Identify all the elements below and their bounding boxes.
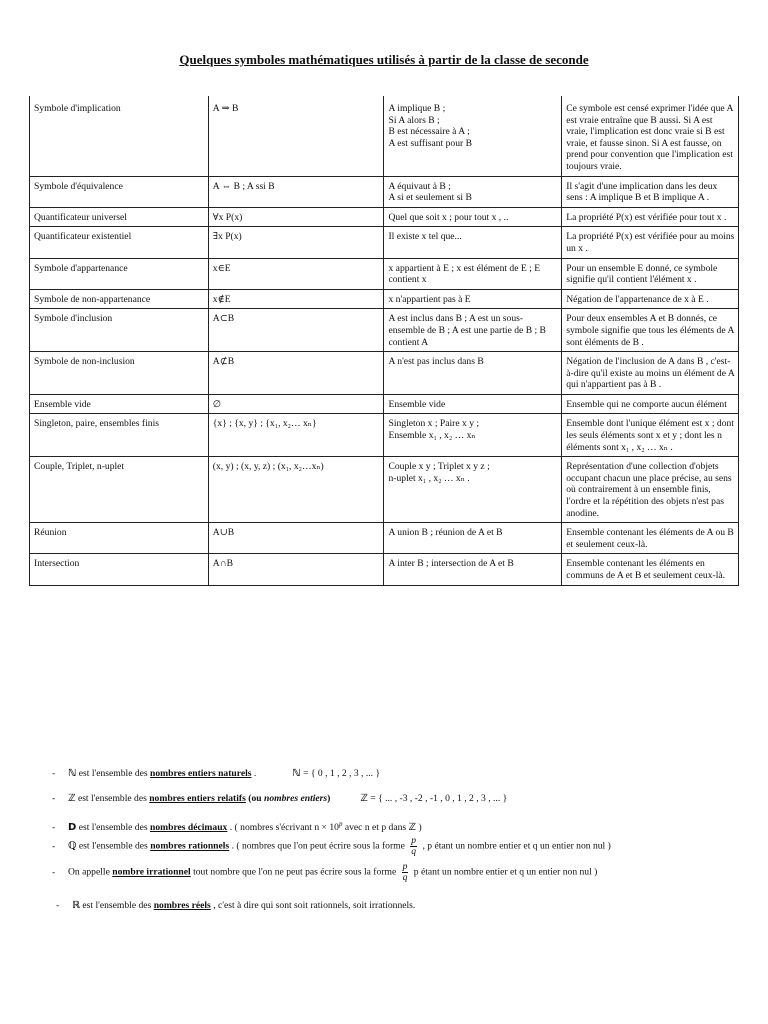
symbol-notation-cell: ∃x P(x) <box>208 227 384 258</box>
symbol-name-cell: Symbole d'appartenance <box>30 258 209 289</box>
note-text: est l'ensemble des <box>80 900 154 911</box>
note-text: est l'ensemble des <box>76 840 151 852</box>
page-title: Quelques symboles mathématiques utilisés à partir de la classe de seconde <box>179 52 589 67</box>
set-symbol: D <box>68 822 77 834</box>
symbol-meaning-cell: La propriété P(x) est vérifiée pour au moins un x . <box>562 227 739 258</box>
note-text: tout nombre que l'on ne peut pas écrire sous la forme <box>190 866 399 878</box>
symbol-name-cell: Symbole d'équivalence <box>30 176 209 207</box>
note-naturals <box>52 768 380 779</box>
symbol-notation-cell: A ⇔ B ; A ssi B <box>208 176 384 207</box>
note-integers <box>52 793 507 804</box>
symbol-name-cell: Quantificateur universel <box>30 207 209 227</box>
symbol-name-cell: Intersection <box>30 554 209 585</box>
exponent: p <box>338 820 343 828</box>
note-text: . <box>251 768 257 779</box>
symbol-name-cell: Symbole de non-appartenance <box>30 289 209 309</box>
symbol-reading-cell: A inter B ; intersection de A et B <box>384 554 562 585</box>
symbol-reading-cell: Ensemble vide <box>384 394 562 414</box>
set-symbol: ℤ <box>408 822 417 834</box>
note-term: nombres entiers relatifs <box>149 793 246 804</box>
symbol-meaning-cell: Pour deux ensembles A et B donnés, ce symbole signifie que tous les éléments de A sont éléments de B . <box>562 309 739 352</box>
symbol-name-cell: Quantificateur existentiel <box>30 227 209 258</box>
symbol-meaning-cell: Ensemble dont l'unique élément est x ; dont les seuls éléments sont x et y ; dont les n éléments sont x₁ , x₂ … xₙ . <box>562 414 739 457</box>
note-term: nombres réels <box>153 900 211 911</box>
symbol-reading-cell: x n'appartient pas à E <box>384 289 562 309</box>
bullet-dash: - <box>52 866 56 878</box>
note-text: , c'est à dire qui sont soit rationnels, soit irrationnels. <box>210 900 416 911</box>
symbol-notation-cell: x∉E <box>208 289 384 309</box>
symbol-notation-cell: A⊄B <box>208 352 384 395</box>
symbol-reading-cell: Il existe x tel que... <box>384 227 562 258</box>
symbol-name-cell: Couple, Triplet, n-uplet <box>30 457 209 523</box>
symbol-notation-cell: {x} ; {x, y} ; {x₁, x₂… xₙ} <box>208 414 384 457</box>
symbol-name-cell: Symbole d'inclusion <box>30 309 209 352</box>
table-row <box>30 289 739 309</box>
bullet-dash: - <box>52 768 56 779</box>
symbol-meaning-cell: Pour un ensemble E donné, ce symbole signifie qu'il contient l'élément x . <box>562 258 739 289</box>
symbols-table <box>29 96 739 586</box>
note-text: , p étant un nombre entier et q un entier non nul ) <box>420 840 611 852</box>
note-text: est l'ensemble des <box>76 822 150 834</box>
table-row <box>30 394 739 414</box>
note-text: ) <box>416 822 422 834</box>
symbol-reading-cell: A est inclus dans B ; A est un sous-ensemble de B ; A est une partie de B ; B contient A <box>384 309 562 352</box>
symbol-name-cell: Singleton, paire, ensembles finis <box>30 414 209 457</box>
symbol-reading-cell: A n'est pas inclus dans B <box>384 352 562 395</box>
set-symbol: ℕ <box>68 768 77 779</box>
note-text: On appelle <box>68 866 113 878</box>
symbol-reading-cell: A implique B ; Si A alors B ; B est nécessaire à A ; A est suffisant pour B <box>384 96 562 176</box>
bullet-dash: - <box>56 900 60 911</box>
symbol-reading-cell: A équivaut à B ; A si et seulement si B <box>384 176 562 207</box>
symbol-meaning-cell: Ensemble contenant les éléments de A ou B et seulement ceux-là. <box>562 523 739 554</box>
symbol-meaning-cell: Ce symbole est censé exprimer l'idée que A est vraie entraîne que B aussi. Si A est vraie, l'implication est donc vraie si B est vraie, et fausse sinon. Si A est fausse, on prend pour convention que l'implication est toujours vraie. <box>562 96 739 176</box>
bullet-dash: - <box>52 822 56 834</box>
note-text: est l'ensemble des <box>76 768 151 779</box>
table-row <box>30 176 739 207</box>
symbol-meaning-cell: Négation de l'appartenance de x à E . <box>562 289 739 309</box>
symbol-notation-cell: A∩B <box>208 554 384 585</box>
set-symbol: ℝ <box>72 900 81 911</box>
table-row <box>30 258 739 289</box>
symbol-name-cell: Ensemble vide <box>30 394 209 414</box>
note-irrationals <box>52 862 597 883</box>
set-symbol: ℤ <box>68 793 76 804</box>
table-row <box>30 523 739 554</box>
note-term: nombres entiers naturels <box>150 768 252 779</box>
symbol-notation-cell: A ⇒ B <box>208 96 384 176</box>
fraction-p-over-q: $\frac{p}{q}$ <box>411 835 417 857</box>
symbol-meaning-cell: Négation de l'inclusion de A dans B , c'est-à-dire qu'il existe au moins un élément de A qui n'appartient pas à B . <box>562 352 739 395</box>
bullet-dash: - <box>52 793 56 804</box>
symbol-reading-cell: Quel que soit x ; pour tout x , .. <box>384 207 562 227</box>
note-term: nombres décimaux <box>149 822 228 834</box>
table-row <box>30 309 739 352</box>
symbol-meaning-cell: Ensemble contenant les éléments en communs de A et B et seulement ceux-là. <box>562 554 739 585</box>
table-row <box>30 207 739 227</box>
note-term: nombre irrationnel <box>112 866 191 878</box>
note-reals <box>56 900 415 911</box>
note-text: p étant un nombre entier et q un entier non nul ) <box>411 866 598 878</box>
symbol-reading-cell: Couple x y ; Triplet x y z ; n-uplet x₁ , x₂ … xₙ . <box>384 457 562 523</box>
table-row <box>30 457 739 523</box>
table-row <box>30 352 739 395</box>
symbol-meaning-cell: Il s'agit d'une implication dans les deux sens : A implique B et B implique A . <box>562 176 739 207</box>
symbol-notation-cell: ∅ <box>208 394 384 414</box>
set-symbol: ℚ <box>68 840 77 852</box>
note-decimals <box>52 820 422 833</box>
table-row <box>30 227 739 258</box>
fraction-p-over-q: $\frac{p}{q}$ <box>402 861 408 883</box>
symbol-reading-cell: A union B ; réunion de A et B <box>384 523 562 554</box>
symbol-meaning-cell: La propriété P(x) est vérifiée pour tout x . <box>562 207 739 227</box>
symbol-name-cell: Réunion <box>30 523 209 554</box>
symbol-reading-cell: Singleton x ; Paire x y ; Ensemble x₁ , x₂ … xₙ <box>384 414 562 457</box>
symbol-name-cell: Symbole de non-inclusion <box>30 352 209 395</box>
note-text: (ou <box>245 793 264 804</box>
table-row <box>30 554 739 585</box>
note-text: ) <box>327 793 331 804</box>
table-row <box>30 96 739 176</box>
bullet-dash: - <box>52 840 56 852</box>
note-rationals <box>52 836 611 857</box>
symbol-notation-cell: x∈E <box>208 258 384 289</box>
table-row <box>30 414 739 457</box>
note-text: . ( nombres s'écrivant n × 10 <box>227 822 339 834</box>
set-definition: = { 0 , 1 , 2 , 3 , ... } <box>300 768 381 779</box>
symbol-reading-cell: x appartient à E ; x est élément de E ; E contient x <box>384 258 562 289</box>
symbol-notation-cell: ∀x P(x) <box>208 207 384 227</box>
symbol-meaning-cell: Représentation d'une collection d'objets occupant chacun une place précise, au sens où contrairement à un ensemble finis, l'ordre et la répétition des objets n'est pas anodine. <box>562 457 739 523</box>
set-symbol: ℤ <box>360 793 368 804</box>
note-term: nombres entiers <box>263 793 328 804</box>
note-text: . ( nombres que l'on peut écrire sous la forme <box>229 840 408 852</box>
set-definition: = { ... , -3 , -2 , -1 , 0 , 1 , 2 , 3 , ... } <box>367 793 508 804</box>
symbol-notation-cell: A⊂B <box>208 309 384 352</box>
note-term: nombres rationnels <box>150 840 230 852</box>
note-text: avec n et p dans <box>342 822 409 834</box>
symbol-meaning-cell: Ensemble qui ne comporte aucun élément <box>562 394 739 414</box>
symbol-notation-cell: A∪B <box>208 523 384 554</box>
symbol-name-cell: Symbole d'implication <box>30 96 209 176</box>
note-text: est l'ensemble des <box>75 793 150 804</box>
symbol-notation-cell: (x, y) ; (x, y, z) ; (x₁, x₂…xₙ) <box>208 457 384 523</box>
set-symbol: ℕ <box>292 768 301 779</box>
